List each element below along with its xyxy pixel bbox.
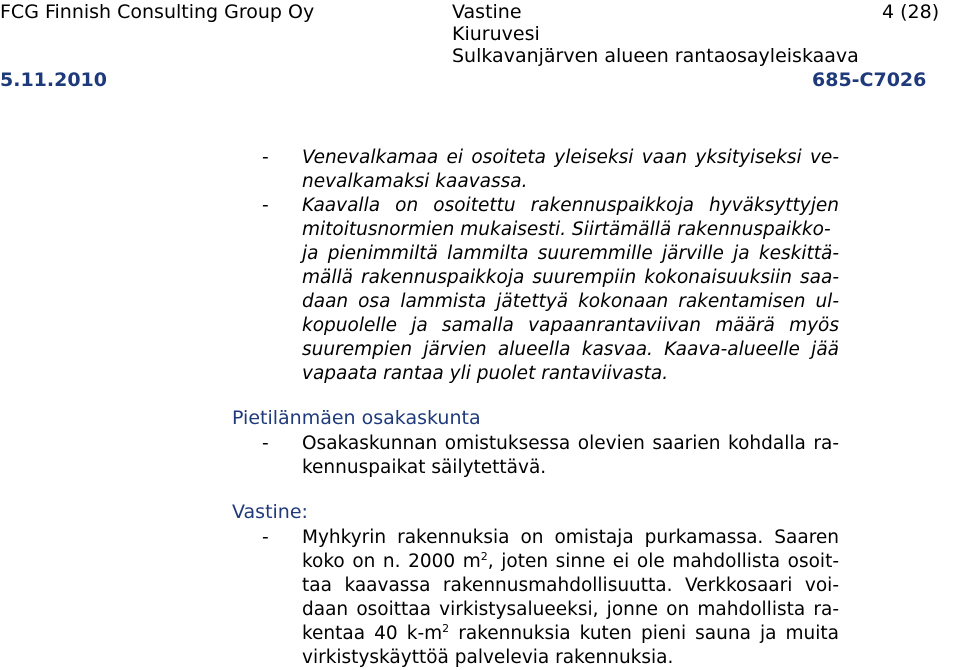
header-authority: Kiuruvesi (452, 23, 540, 45)
header-doc-type: Vastine (452, 1, 522, 23)
text-fragment: mitoitusnormien mukaisesti. (302, 219, 573, 240)
header-doc-code: 685-C7026 (812, 69, 927, 91)
text-line: mällä rakennuspaikkoja suurempiin kokonaisuuksiin saa- (302, 267, 839, 288)
text-fragment: kentaa 40 k-m (302, 623, 443, 644)
text-line: suurempien järvien alueella kasvaa. Kaava-alueelle jää (302, 339, 839, 360)
bullet-dash: - (262, 147, 269, 168)
superscript: 2 (442, 621, 450, 635)
text-line: Kaavalla on osoitettu rakennuspaikkoja hyväksyttyjen (302, 195, 839, 216)
section-heading-vastine: Vastine: (232, 501, 308, 523)
text-fragment: Siirtämällä rakennuspaikko- (572, 219, 831, 240)
text-line: virkistyskäyttöä palvelevia rakennuksia. (302, 647, 674, 668)
header-plan-name: Sulkavanjärven alueen rantaosayleiskaava (452, 45, 859, 67)
text-line: kennuspaikat säilytettävä. (302, 457, 547, 478)
text-line: Myhkyrin rakennuksia on omistaja purkamassa. Saaren (302, 527, 839, 548)
text-line (302, 622, 839, 646)
header-page: 4 (28) (882, 1, 940, 23)
text-fragment: rakennuksia kuten pieni sauna ja muita (449, 623, 839, 644)
text-line: kopuolelle ja samalla vapaanrantaviivan määrä myös (302, 315, 839, 336)
header-company: FCG Finnish Consulting Group Oy (0, 1, 315, 23)
text-line: daan osa lammista jätettyä kokonaan rakentamisen ul- (302, 291, 839, 312)
section-heading-pietilanmaki: Pietilänmäen osakaskunta (232, 407, 481, 429)
text-fragment: , joten sinne ei ole mahdollista osoit- (487, 551, 839, 572)
text-line: taa kaavassa rakennusmahdollisuutta. Verkkosaari voi- (302, 575, 839, 596)
bullet-dash: - (262, 527, 269, 548)
text-fragment: koko on n. 2000 m (302, 551, 481, 572)
bullet-dash: - (262, 433, 269, 454)
header-date: 5.11.2010 (0, 69, 107, 91)
text-line: nevalkamaksi kaavassa. (302, 171, 528, 192)
text-line: vapaata rantaa yli puolet rantaviivasta. (302, 363, 669, 384)
text-line: Osakaskunnan omistuksessa olevien saarien kohdalla ra- (302, 433, 839, 454)
bullet-dash: - (262, 195, 269, 216)
text-line: Venevalkamaa ei osoiteta yleiseksi vaan yksityiseksi ve- (302, 147, 839, 168)
text-line: daan osoittaa virkistysalueeksi, jonne on mahdollista ra- (302, 599, 839, 620)
superscript: 2 (480, 549, 488, 563)
text-line (302, 218, 839, 242)
text-line (302, 550, 839, 574)
text-line: ja pienimmiltä lammilta suuremmille järville ja keskittä- (302, 243, 839, 264)
